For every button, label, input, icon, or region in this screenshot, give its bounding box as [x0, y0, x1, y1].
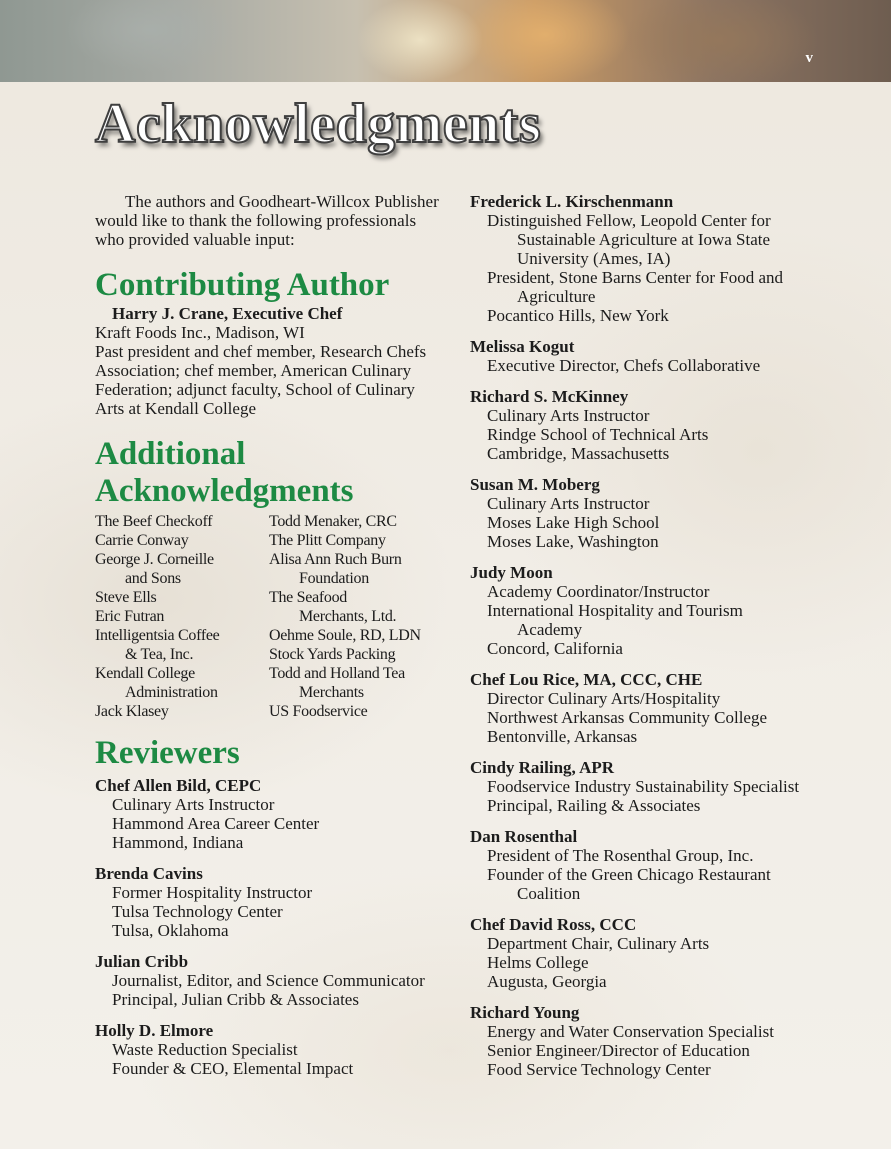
reviewer-name: Frederick L. Kirschenmann	[470, 192, 674, 211]
ack-item	[95, 512, 269, 531]
reviewer-entry	[470, 337, 850, 375]
reviewer-entry	[470, 670, 850, 746]
ack-item	[95, 550, 269, 588]
ack-item	[95, 626, 269, 664]
reviewer-detail: Hammond, Indiana	[112, 833, 244, 852]
ack-item	[269, 626, 421, 645]
reviewer-name: Chef David Ross, CCC	[470, 915, 637, 934]
reviewer-detail: Food Service Technology Center	[487, 1060, 711, 1079]
additional-heading-line1: Additional	[95, 436, 246, 472]
ack-column-2	[269, 512, 421, 721]
reviewer-name: Susan M. Moberg	[470, 475, 600, 494]
reviewer-name: Julian Cribb	[95, 952, 189, 971]
ack-item-name: US Foodservice	[269, 703, 368, 720]
reviewer-detail: Principal, Railing & Associates	[487, 796, 701, 815]
reviewer-entry	[95, 776, 440, 852]
ack-item-name: Oehme Soule, RD, LDN	[269, 627, 421, 644]
header-banner	[0, 0, 891, 82]
reviewer-detail: Senior Engineer/Director of Education	[487, 1041, 750, 1060]
ack-item-continuation: and Sons	[125, 570, 181, 587]
contributing-author-heading: Contributing Author	[95, 267, 390, 303]
ack-item-name: Alisa Ann Ruch Burn	[269, 551, 402, 568]
reviewers-heading: Reviewers	[95, 735, 240, 771]
reviewer-detail: Principal, Julian Cribb & Associates	[112, 990, 359, 1009]
reviewer-entry	[470, 915, 850, 991]
ack-item	[95, 588, 269, 607]
reviewers-right-list	[470, 192, 850, 1079]
reviewer-detail: Founder & CEO, Elemental Impact	[112, 1059, 354, 1078]
reviewer-detail: Former Hospitality Instructor	[112, 883, 313, 902]
reviewer-detail: Waste Reduction Specialist	[112, 1040, 298, 1059]
reviewer-detail: Journalist, Editor, and Science Communicator	[112, 971, 425, 990]
ack-item	[269, 702, 421, 721]
reviewer-entry	[470, 758, 850, 815]
additional-acknowledgments-list	[95, 512, 440, 721]
ack-item	[269, 531, 421, 550]
reviewer-name: Chef Lou Rice, MA, CCC, CHE	[470, 670, 703, 689]
ack-item	[269, 550, 421, 588]
ack-item	[269, 664, 421, 702]
reviewer-detail: Concord, California	[487, 639, 623, 658]
reviewer-name: Melissa Kogut	[470, 337, 575, 356]
reviewer-detail: Culinary Arts Instructor	[487, 494, 650, 513]
reviewer-detail: Department Chair, Culinary Arts	[487, 934, 710, 953]
ack-item-name: Eric Futran	[95, 608, 165, 625]
reviewer-name: Holly D. Elmore	[95, 1021, 214, 1040]
reviewer-detail: International Hospitality and Tourism	[487, 601, 743, 620]
reviewer-detail: Tulsa Technology Center	[112, 902, 283, 921]
reviewer-detail: Energy and Water Conservation Specialist	[487, 1022, 774, 1041]
ack-item-continuation: Foundation	[299, 570, 369, 587]
ack-item	[95, 664, 269, 702]
reviewer-detail: Foodservice Industry Sustainability Specialist	[487, 777, 800, 796]
reviewer-detail-continuation: Academy	[517, 620, 583, 639]
ack-item-continuation: Merchants	[299, 684, 364, 701]
reviewers-left-list	[95, 776, 440, 1078]
reviewer-detail: Executive Director, Chefs Collaborative	[487, 356, 761, 375]
ack-item-continuation: Merchants, Ltd.	[299, 608, 397, 625]
ack-item-name: Steve Ells	[95, 589, 157, 606]
reviewer-name: Chef Allen Bild, CEPC	[95, 776, 262, 795]
ack-item-name: George J. Corneille	[95, 551, 214, 568]
reviewer-detail-continuation: Coalition	[517, 884, 581, 903]
reviewer-detail: Director Culinary Arts/Hospitality	[487, 689, 721, 708]
reviewer-name: Dan Rosenthal	[470, 827, 578, 846]
ack-item-name: The Beef Checkoff	[95, 513, 213, 530]
ack-item-name: The Seafood	[269, 589, 348, 606]
ack-item-name: Intelligentsia Coffee	[95, 627, 220, 644]
reviewer-name: Judy Moon	[470, 563, 553, 582]
reviewer-detail: Northwest Arkansas Community College	[487, 708, 768, 727]
reviewer-detail: President, Stone Barns Center for Food and	[487, 268, 784, 287]
ack-item	[269, 645, 421, 664]
reviewer-detail: Founder of the Green Chicago Restaurant	[487, 865, 771, 884]
additional-heading-line2: Acknowledgments	[95, 473, 354, 509]
reviewer-entry	[95, 1021, 440, 1078]
ack-item	[95, 702, 269, 721]
reviewer-detail: Moses Lake, Washington	[487, 532, 659, 551]
reviewer-detail: Pocantico Hills, New York	[487, 306, 669, 325]
contributing-author-affiliation: Kraft Foods Inc., Madison, WI	[95, 323, 305, 342]
ack-item-name: Carrie Conway	[95, 532, 189, 549]
ack-item	[95, 531, 269, 550]
reviewer-detail: Helms College	[487, 953, 589, 972]
ack-item-name: Kendall College	[95, 665, 195, 682]
reviewer-name: Richard S. McKinney	[470, 387, 629, 406]
reviewer-entry	[470, 827, 850, 903]
contributing-author-bio: Past president and chef member, Research Chefs Association; chef member, American Culinary Federation; adjunct faculty, School of Culinary Arts at Kendall College	[95, 342, 427, 418]
ack-column-1	[95, 512, 269, 721]
left-column	[95, 192, 440, 1090]
reviewer-entry	[470, 387, 850, 463]
reviewer-detail: Cambridge, Massachusetts	[487, 444, 670, 463]
reviewer-entry	[95, 952, 440, 1009]
reviewer-entry	[470, 1003, 850, 1079]
ack-item-name: Todd and Holland Tea	[269, 665, 405, 682]
reviewer-name: Cindy Railing, APR	[470, 758, 615, 777]
intro-paragraph: The authors and Goodheart-Willcox Publisher would like to thank the following professionals who provided valuable input:	[95, 192, 439, 249]
ack-item-name: Todd Menaker, CRC	[269, 513, 397, 530]
reviewer-entry	[470, 192, 850, 325]
reviewer-name: Brenda Cavins	[95, 864, 203, 883]
page-title: Acknowledgments	[95, 93, 542, 155]
ack-item-continuation: Administration	[125, 684, 218, 701]
reviewer-entry	[470, 563, 850, 658]
reviewer-entry	[95, 864, 440, 940]
reviewer-detail: Bentonville, Arkansas	[487, 727, 638, 746]
reviewer-detail: Rindge School of Technical Arts	[487, 425, 709, 444]
additional-acknowledgments-heading	[95, 436, 440, 510]
reviewer-detail-continuation: University (Ames, IA)	[517, 249, 671, 268]
reviewer-detail: Augusta, Georgia	[487, 972, 607, 991]
reviewer-detail: President of The Rosenthal Group, Inc.	[487, 846, 754, 865]
page-number: v	[805, 50, 813, 66]
reviewer-detail: Hammond Area Career Center	[112, 814, 320, 833]
ack-item	[269, 512, 421, 531]
ack-item-name: Jack Klasey	[95, 703, 169, 720]
right-column	[470, 192, 850, 1091]
reviewer-detail: Tulsa, Oklahoma	[112, 921, 229, 940]
ack-item-name: Stock Yards Packing	[269, 646, 396, 663]
reviewer-detail: Culinary Arts Instructor	[487, 406, 650, 425]
reviewer-detail: Academy Coordinator/Instructor	[487, 582, 710, 601]
reviewer-detail-continuation: Agriculture	[517, 287, 596, 306]
ack-item	[95, 607, 269, 626]
reviewer-entry	[470, 475, 850, 551]
reviewer-detail: Culinary Arts Instructor	[112, 795, 275, 814]
reviewer-detail: Moses Lake High School	[487, 513, 660, 532]
ack-item-name: The Plitt Company	[269, 532, 386, 549]
contributing-author-name: Harry J. Crane, Executive Chef	[112, 304, 343, 323]
reviewer-detail: Distinguished Fellow, Leopold Center for	[487, 211, 771, 230]
reviewer-detail-continuation: Sustainable Agriculture at Iowa State	[517, 230, 771, 249]
ack-item	[269, 588, 421, 626]
ack-item-continuation: & Tea, Inc.	[125, 646, 194, 663]
reviewer-name: Richard Young	[470, 1003, 580, 1022]
